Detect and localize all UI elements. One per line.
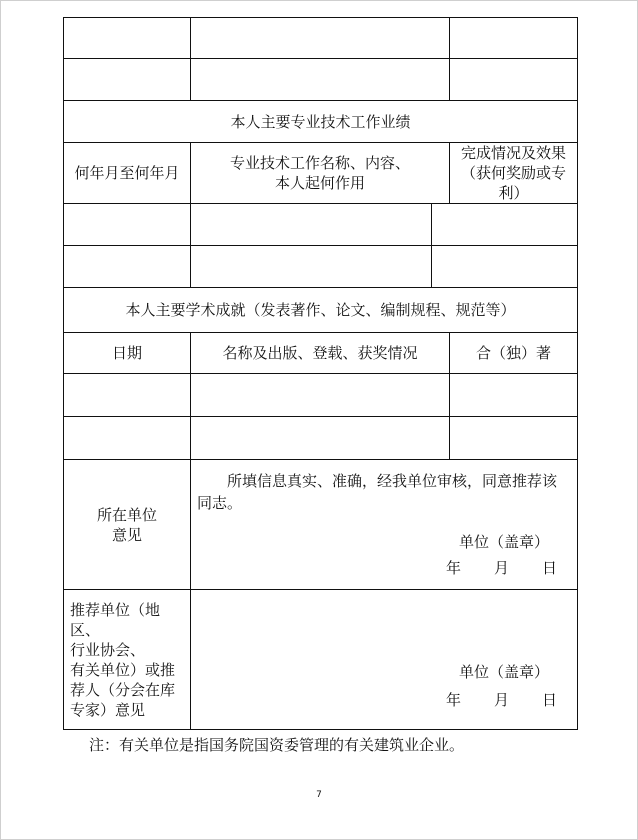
empty-cell[interactable] [64,18,191,59]
empty-cell[interactable] [450,417,578,460]
unit-opinion-label [64,460,191,590]
empty-cell[interactable] [191,417,450,460]
empty-cell[interactable] [191,374,450,417]
empty-cell[interactable] [191,18,450,59]
column-header-result-line3: 利） [498,184,529,202]
unit-opinion-day: 日 [541,559,557,577]
column-header-period: 何年月至何年月 [64,143,191,204]
unit-opinion-stamp: 单位（盖章） [458,533,549,551]
table-row [64,246,578,288]
unit-opinion-year: 年 [445,559,461,577]
table-row [64,204,578,246]
recommender-opinion-label [64,590,191,730]
recommender-opinion-stamp: 单位（盖章） [458,663,549,681]
empty-cell[interactable] [432,246,578,288]
column-header-publication: 名称及出版、登载、获奖情况 [191,333,450,374]
column-header-work [191,143,450,204]
empty-cell[interactable] [191,204,432,246]
column-header-work-line2: 本人起何作用 [274,174,365,192]
academic-section-title: 本人主要学术成就（发表著作、论文、编制规程、规范等） [64,288,578,333]
recommender-label-line2: 行业协会、 [70,640,146,659]
footnote: 注：有关单位是指国务院国资委管理的有关建筑业企业。 [89,736,465,754]
column-header-date: 日期 [64,333,191,374]
empty-cell[interactable] [64,374,191,417]
empty-cell[interactable] [450,59,578,101]
empty-cell[interactable] [450,18,578,59]
unit-opinion-cell[interactable] [191,460,578,590]
column-header-result [450,143,578,204]
page-number: 7 [316,790,322,800]
column-header-result-line2: （获何奖励或专 [460,164,566,182]
table-row [64,18,578,59]
table-row [64,417,578,460]
table-row [64,59,578,101]
column-header-work-line1: 专业技术工作名称、内容、 [229,154,410,172]
recommender-label-line1: 推荐单位（地区、 [70,600,161,639]
empty-cell[interactable] [64,204,191,246]
empty-cell[interactable] [191,59,450,101]
empty-cell[interactable] [64,59,191,101]
empty-cell[interactable] [191,246,432,288]
unit-opinion-date [413,558,557,578]
achievements-section-title: 本人主要专业技术工作业绩 [64,101,578,143]
recommender-label-line5: 专家）意见 [70,700,146,719]
unit-opinion-month: 月 [493,559,509,577]
table-row [64,374,578,417]
application-form-table [63,17,578,730]
recommender-opinion-month: 月 [493,691,509,709]
recommender-opinion-date [413,690,557,710]
empty-cell[interactable] [450,374,578,417]
unit-opinion-statement: 所填信息真实、准确，经我单位审核，同意推荐该同志。 [197,472,558,512]
empty-cell[interactable] [64,246,191,288]
recommender-opinion-cell[interactable] [191,590,578,730]
empty-cell[interactable] [432,204,578,246]
recommender-label-line4: 荐人（分会在库 [70,680,176,699]
unit-opinion-label-line1: 所在单位 [96,505,157,524]
recommender-label-line3: 有关单位）或推 [70,660,176,679]
column-header-result-line1: 完成情况及效果 [460,144,566,162]
recommender-opinion-day: 日 [541,691,557,709]
recommender-opinion-year: 年 [445,691,461,709]
unit-opinion-label-line2: 意见 [111,525,142,544]
column-header-author: 合（独）著 [450,333,578,374]
empty-cell[interactable] [64,417,191,460]
